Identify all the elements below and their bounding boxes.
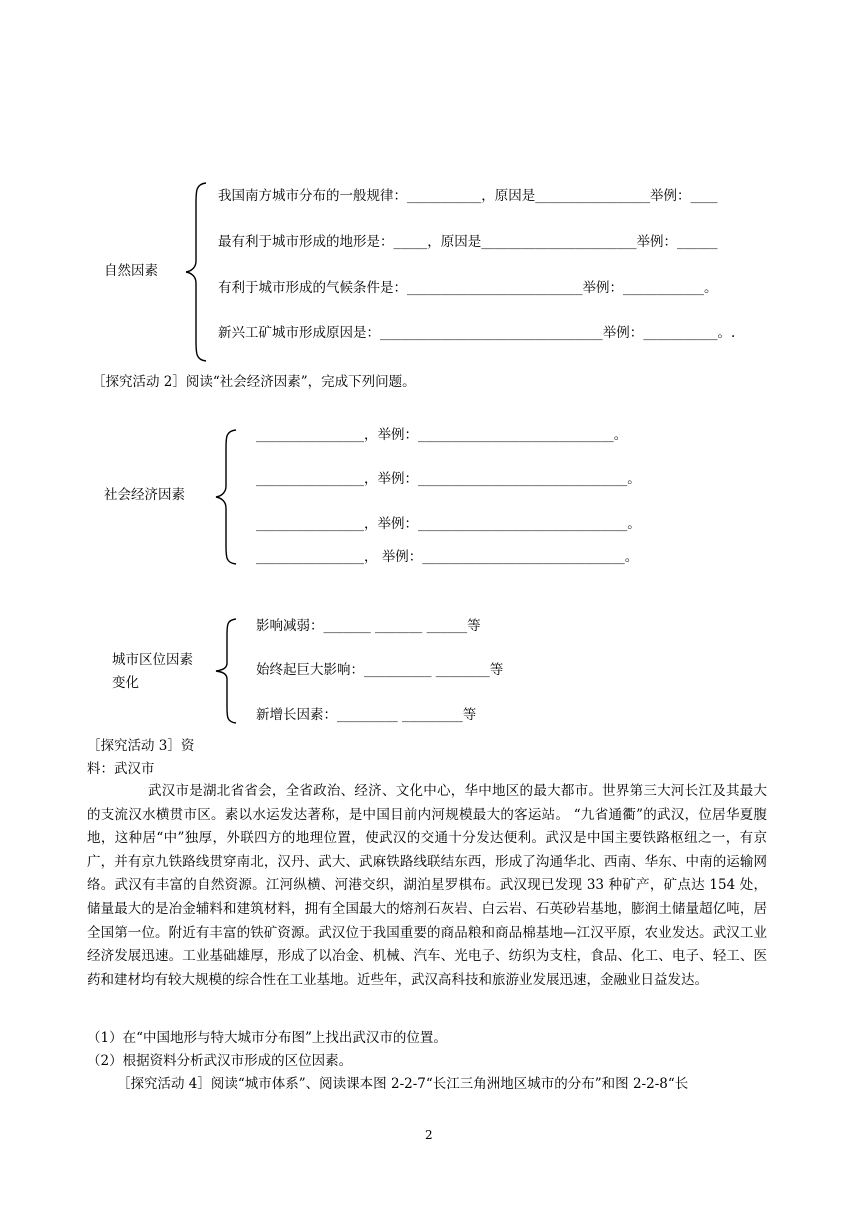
socio-economic-label: 社会经济因素 xyxy=(104,487,185,503)
activity4-text: ［探究活动 4］阅读“城市体系”、阅读课本图 2-2-7“长江三角洲地区城市的分布”和图 2-2-8“长 xyxy=(117,1076,689,1092)
natural-line-4: 新兴工矿城市形成原因是：_________________________________举例：___________。. xyxy=(218,325,736,341)
natural-factors-brace xyxy=(184,181,208,363)
socio-economic-brace xyxy=(214,428,238,566)
activity3-subtitle: 料：武汉市 xyxy=(87,761,155,777)
location-line-3: 新增长因素：_________ _________等 xyxy=(256,707,477,723)
activity2-title: ［探究活动 2］阅读“社会经济因素”，完成下列问题。 xyxy=(92,374,416,390)
location-line-1: 影响减弱：_______ _______ ______等 xyxy=(256,618,481,634)
socio-line-3: ________________，举例：_______________________________。 xyxy=(256,516,641,532)
socio-line-2: ________________，举例：_______________________________。 xyxy=(256,471,641,487)
question-1: （1）在“中国地形与特大城市分布图”上找出武汉市的位置。 xyxy=(87,1030,447,1046)
socio-line-4: ________________， 举例：______________________________。 xyxy=(256,549,639,565)
activity3-title: ［探究活动 3］资 xyxy=(87,738,195,754)
natural-line-3: 有利于城市形成的气候条件是：__________________________举例：____________。 xyxy=(218,280,718,296)
wuhan-paragraph: 武汉市是湖北省省会，全省政治、经济、文化中心，华中地区的最大都市。世界第三大河长江及其最大的支流汉水横贯市区。素以水运发达著称，是中国目前内河规模最大的客运站。 “九省通衢”的武汉，位居华夏腹地，这种居“中”独厚，外联四方的地理位置，使武汉的交通十分发达便利。武汉是中国主要铁路枢纽之一，有京广，并有京九铁路线贯穿南北，汉丹、武大、武麻铁路线联结东西，形成了沟通华北、西南、华东、中南的运输网络。武汉有丰富的自然资源。江河纵横、河港交织，湖泊星罗棋布。武汉现已发现 33 种矿产，矿点达 154 处，储量最大的是冶金辅料和建筑材料，拥有全国最大的熔剂石灰岩、白云岩、石英砂岩基地，膨润土储量超亿吨，居全国第一位。附近有丰富的铁矿资源。武汉位于我国重要的商品粮和商品棉基地—江汉平原，农业发达。武汉工业经济发展迅速。工业基础雄厚，形成了以冶金、机械、汽车、光电子、纺织为支柱，食品、化工、电子、轻工、医药和建材均有较大规模的综合性在工业基地。近些年，武汉高科技和旅游业发展迅速，金融业日益发达。 xyxy=(87,783,767,988)
location-change-brace xyxy=(214,617,238,725)
location-line-2: 始终起巨大影响：__________ ________等 xyxy=(256,662,504,678)
natural-factors-label: 自然因素 xyxy=(104,263,158,279)
location-change-label-2: 变化 xyxy=(112,675,139,691)
socio-line-1: ________________，举例：_____________________________。 xyxy=(256,427,628,443)
natural-line-1: 我国南方城市分布的一般规律：___________，原因是_________________举例：____ xyxy=(218,188,718,204)
location-change-label-1: 城市区位因素 xyxy=(112,652,193,668)
page-number: 2 xyxy=(425,1128,433,1142)
question-2: （2）根据资料分析武汉市形成的区位因素。 xyxy=(87,1053,353,1069)
natural-line-2: 最有利于城市形成的地形是：_____，原因是_______________________举例：______ xyxy=(218,234,718,250)
